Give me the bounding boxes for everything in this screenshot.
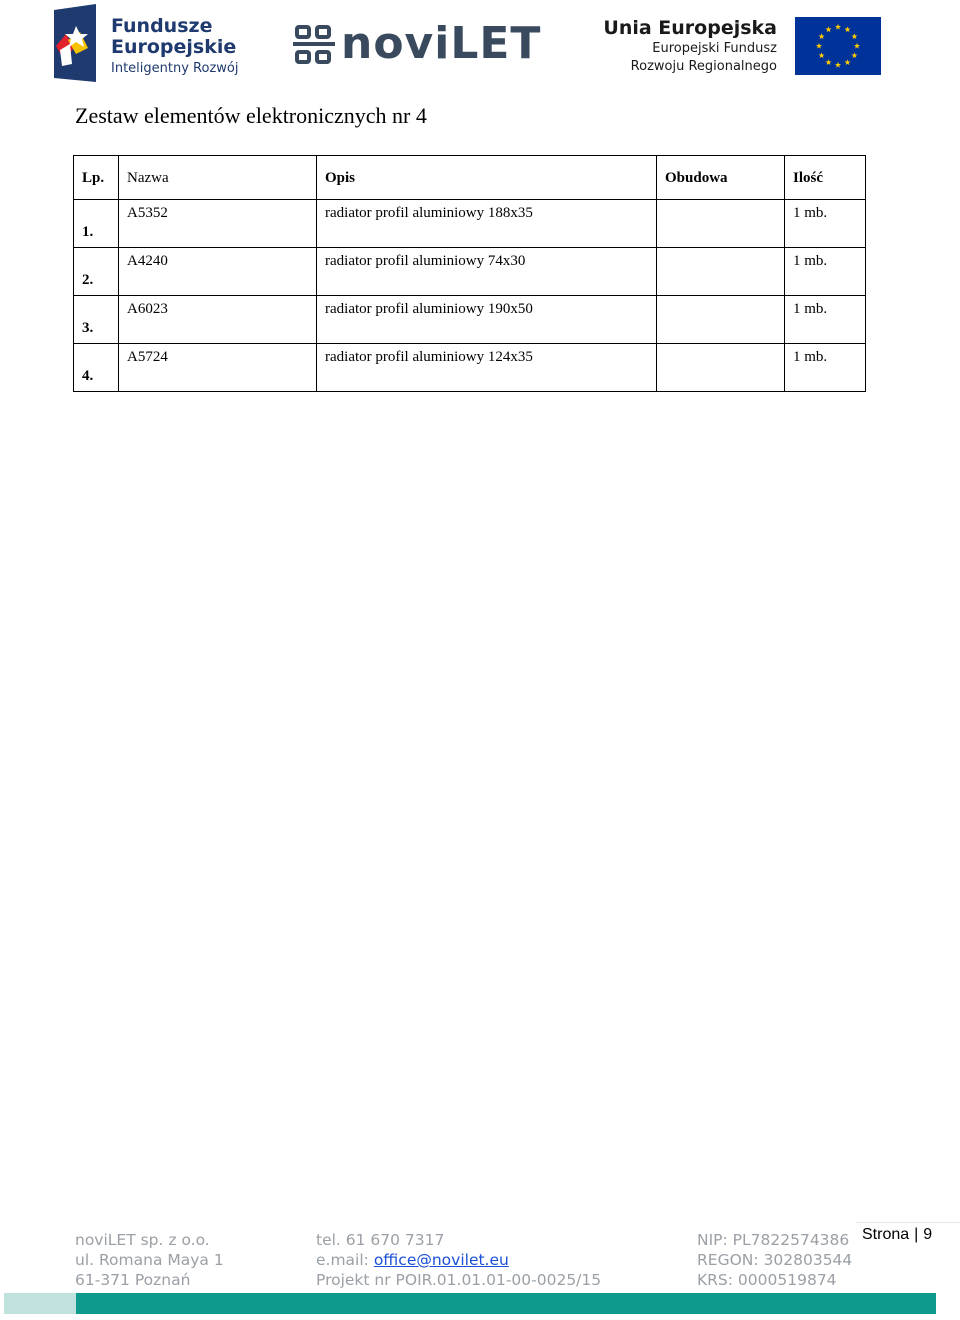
footer-phone: tel. 61 670 7317 [316, 1231, 445, 1249]
cell-ilosc: 1 mb. [785, 344, 866, 392]
cell-opis: radiator profil aluminiowy 124x35 [317, 344, 657, 392]
header-obudowa: Obudowa [657, 156, 785, 200]
footer-company-info [75, 1230, 224, 1290]
page-label: Strona [862, 1226, 910, 1243]
cell-nazwa: A5352 [119, 200, 317, 248]
footer-krs: KRS: 0000519874 [697, 1271, 837, 1289]
cell-lp: 3. [74, 296, 119, 344]
cell-obudowa [657, 344, 785, 392]
footer-nip: NIP: PL7822574386 [697, 1231, 850, 1249]
table-row [74, 344, 866, 392]
page-number-rule [856, 1222, 960, 1223]
header-ilosc: Ilość [785, 156, 866, 200]
header-nazwa: Nazwa [119, 156, 317, 200]
cell-nazwa: A6023 [119, 296, 317, 344]
fundusze-europejskie-logo [54, 4, 244, 84]
footer-city: 61-371 Poznań [75, 1271, 191, 1289]
fe-logo-line3: Inteligentny Rozwój [111, 61, 239, 76]
footer-street: ul. Romana Maya 1 [75, 1251, 224, 1269]
footer-email-line [316, 1250, 601, 1270]
ue-logo-line3: Rozwoju Regionalnego [630, 59, 777, 74]
page-footer [0, 1220, 960, 1320]
footer-bar-light [4, 1293, 76, 1314]
footer-email-label: e.mail: [316, 1251, 374, 1269]
cell-lp: 2. [74, 248, 119, 296]
footer-bar-dark [76, 1293, 936, 1314]
eu-flag-icon [795, 17, 881, 75]
cell-obudowa [657, 200, 785, 248]
footer-project-number: Projekt nr POIR.01.01.01-00-0025/15 [316, 1271, 602, 1289]
table-row [74, 296, 866, 344]
cell-opis: radiator profil aluminiowy 74x30 [317, 248, 657, 296]
cell-ilosc: 1 mb. [785, 248, 866, 296]
header-opis: Opis [317, 156, 657, 200]
table-header-row [74, 156, 866, 200]
unia-europejska-logo [603, 14, 881, 78]
cell-obudowa [657, 296, 785, 344]
ue-logo-line2: Europejski Fundusz [652, 41, 777, 56]
table-row [74, 248, 866, 296]
cell-opis: radiator profil aluminiowy 190x50 [317, 296, 657, 344]
cell-opis: radiator profil aluminiowy 188x35 [317, 200, 657, 248]
footer-registry-info [697, 1230, 852, 1290]
ue-logo-line1: Unia Europejska [603, 17, 777, 39]
cell-nazwa: A4240 [119, 248, 317, 296]
footer-email-link[interactable]: office@novilet.eu [373, 1251, 509, 1269]
page-number [862, 1226, 932, 1244]
header-lp: Lp. [74, 156, 119, 200]
novilet-logo-text: noviLET [341, 18, 542, 69]
page-separator: | [914, 1226, 919, 1243]
novilet-mark-icon [293, 24, 335, 66]
fe-logo-line2: Europejskie [111, 36, 237, 58]
cell-obudowa [657, 248, 785, 296]
cell-lp: 4. [74, 344, 119, 392]
footer-regon: REGON: 302803544 [697, 1251, 853, 1269]
footer-contact-info [316, 1230, 601, 1290]
footer-company-name: noviLET sp. z o.o. [75, 1231, 210, 1249]
cell-ilosc: 1 mb. [785, 200, 866, 248]
cell-nazwa: A5724 [119, 344, 317, 392]
table-row [74, 200, 866, 248]
cell-ilosc: 1 mb. [785, 296, 866, 344]
cell-lp: 1. [74, 200, 119, 248]
fe-logo-line1: Fundusze [111, 15, 213, 37]
novilet-logo [293, 18, 553, 69]
page-number-value: 9 [923, 1226, 933, 1243]
document-title: Zestaw elementów elektronicznych nr 4 [75, 103, 427, 128]
fe-flag-icon [54, 4, 96, 82]
components-table [73, 155, 866, 392]
